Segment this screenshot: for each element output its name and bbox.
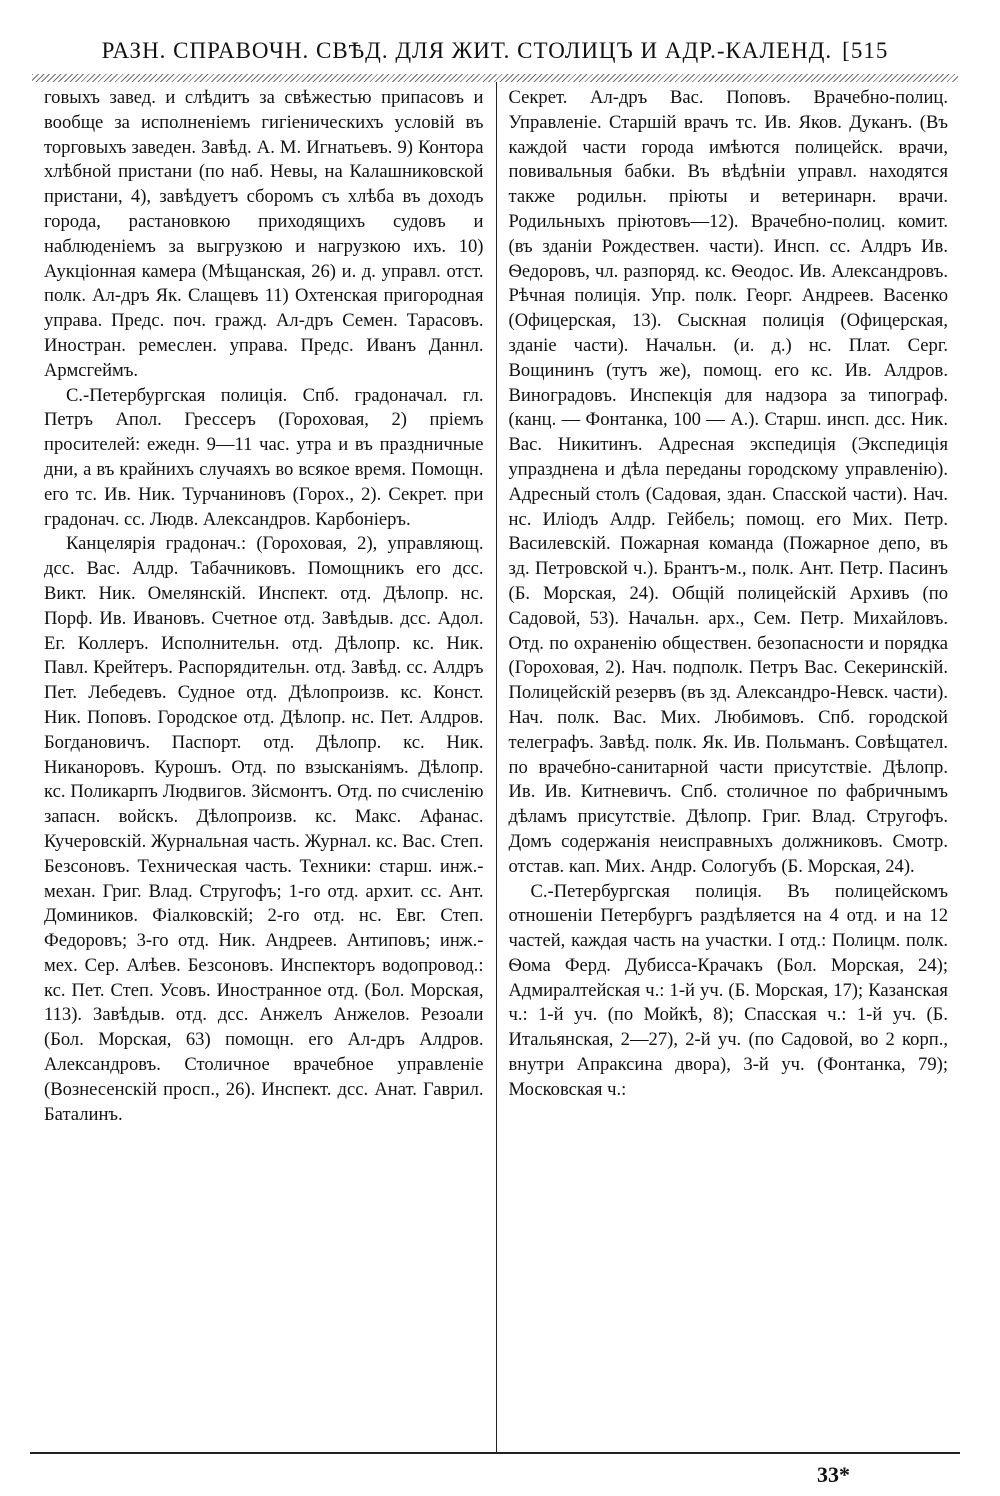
paragraph: говыхъ завед. и слѣдитъ за свѣжестью припасовъ и вообще за исполненіемъ гигіеническихъ условій въ торговыхъ заведен. Завѣд. А. М. Игнатьевъ. 9) Контора хлѣбной пристани (по наб. Невы, на Калашниковской пристани, 4), завѣдуетъ сборомъ съ хлѣба въ доходъ города, растановкою приходящихъ судовъ и наблюденіемъ за выгрузкою и нагрузкою ихъ. 10) Аукціонная камера (Мѣщанская, 26) и. д. управл. отст. полк. Ал-дръ Як. Слащевъ 11) Охтенская пригородная управа. Предс. поч. гражд. Ал-дръ Семен. Тарасовъ. Иностран. ремеслен. управа. Предс. Иванъ Даннл. Армсгеймъ. <box>44 87 484 381</box>
two-column-body <box>32 82 960 1454</box>
paragraph: Канцелярія градонач.: (Гороховая, 2), управляющ. дсс. Вас. Алдр. Табачниковъ. Помощникъ его дсс. Викт. Ник. Омелянскій. Инспект. отд. Дѣлопр. нс. Порф. Ив. Ивановъ. Счетное отд. Завѣдыв. дсс. Адол. Ег. Коллеръ. Исполнительн. отд. Дѣлопр. кс. Ник. Павл. Крейтеръ. Распорядительн. отд. Завѣд. сс. Алдръ Пет. Лебедевъ. Судное отд. Дѣлопроизв. кс. Конст. Ник. Поповъ. Городское отд. Дѣлопр. нс. Пет. Алдров. Богдановичъ. Паспорт. отд. Дѣлопр. кс. Ник. Никаноровъ. Курошъ. Отд. по взысканіямъ. Дѣлопр. кс. Поликарпъ Людвигов. Зйсмонтъ. Отд. по счисленію запасн. войскъ. Дѣлопроизв. кс. Макс. Афанас. Кучеровскій. Журнальная часть. Журнал. кс. Вас. Степ. Безсоновъ. Техническая часть. Техники: старш. инж.-механ. Григ. Влад. Стругофъ; 1-го отд. архит. сс. Ант. Домиников. Фіалковскій; 2-го отд. нс. Евг. Степ. Федоровъ; 3-го отд. Ник. Андреев. Антиповъ; инж.-мех. Сер. Алѣев. Безсоновъ. Инспекторъ водопровод.: кс. Пет. Степ. Усовъ. Иностранное отд. (Бол. Морская, 113). Завѣдыв. отд. дсс. Анжелъ Анжелов. Резоали (Бол. Морская, 63) помощн. его Ал-дръ Алдров. Александровъ. Столичное врачебное управленіе (Вознесенскій просп., 26). Инспект. дсс. Анат. Гаврил. Баталинъ. <box>44 533 484 1125</box>
paragraph: С.-Петербургская полиція. Спб. градоначал. гл. Петръ Апол. Грессеръ (Гороховая, 2) пріемъ просителей: ежедн. 9—11 час. утра и въ праздничные дни, а въ крайнихъ случаяхъ во всякое время. Помощн. его тс. Ив. Ник. Турчаниновъ (Горох., 2). Секрет. при градонач. сс. Людв. Александров. Карбоніеръ. <box>44 384 484 530</box>
footer-rule <box>30 1452 960 1454</box>
right-column <box>497 82 961 1454</box>
paragraph: Секрет. Ал-дръ Вас. Поповъ. Врачебно-полиц. Управленіе. Старшій врачъ тс. Ив. Яков. Дуканъ. (Въ каждой части города имѣются полицейск. врачи, повивальныя бабки. Въ вѣдѣніи управл. находятся также родильн. пріюты и ветеринарн. врачи. Родильныхъ пріютовъ—12). Врачебно-полиц. комит. (въ зданіи Рождествен. части). Инсп. сс. Алдръ Ив. Ѳедоровъ, чл. разпоряд. кс. Ѳеодос. Ив. Александровъ. Рѣчная полиція. Упр. полк. Георг. Андреев. Васенко (Офицерская, 13). Сыскная полиція (Офицерская, зданіе части). Начальн. (и. д.) нс. Плат. Серг. Вощининъ (тутъ же), помощ. его кс. Ив. Алдров. Виноградовъ. Инспекція для надзора за типограф. (канц. — Фонтанка, 100 — А.). Старш. инсп. дсс. Ник. Вас. Никитинъ. Адресная экспедиція (Экспедиція упразднена и дѣла переданы городскому управленію). Адресный столъ (Садовая, здан. Спасской части). Нач. нс. Иліодъ Алдр. Гейбель; помощ. его Мих. Петр. Василевскій. Пожарная команда (Пожарное депо, въ зд. Петровской ч.). Брантъ-м., полк. Ант. Петр. Пасинъ (Б. Морская, 24). Общій полицейскій Архивъ (по Садовой, 53). Начальн. арх., Сем. Петр. Михайловъ. Отд. по охраненію обществен. безопасности и порядка (Гороховая, 2). Нач. подполк. Петръ Вас. Секеринскій. Полицейскій резервъ (въ зд. Александро-Невск. части). Нач. полк. Вас. Мих. Любимовъ. Спб. городской телеграфъ. Завѣд. полк. Як. Ив. Польманъ. Совѣщател. по врачебно-санитарной части присутствіе. Дѣлопр. Ив. Ив. Китневичъ. Спб. столичное по фабричнымъ дѣламъ присутствіе. Дѣлопр. Григ. Влад. Стругофъ. Домъ содержанія неисправныхъ должниковъ. Смотр. отстав. кап. Мих. Андр. Сологубъ (Б. Морская, 24). <box>508 87 948 877</box>
signature-mark: 33* <box>817 1462 850 1487</box>
page-number: [515 <box>842 38 889 63</box>
running-title: РАЗН. СПРАВОЧН. СВѢД. ДЛЯ ЖИТ. СТОЛИЦЪ И АДР.-КАЛЕНД. <box>101 38 833 63</box>
left-column <box>32 82 496 1454</box>
paragraph: С.-Петербургская полиція. Въ полицейскомъ отношеніи Петербургъ раздѣляется на 4 отд. и на 12 частей, каждая часть на участки. I отд.: Полицм. полк. Ѳома Ферд. Дубисса-Крачакъ (Бол. Морская, 24); Адмиралтейская ч.: 1-й уч. (Б. Морская, 17); Казанская ч.: 1-й уч. (по Мойкѣ, 8); Спасская ч.: 1-й уч. (Б. Итальянская, 2—27), 2-й уч. (по Садовой, во 2 корп., внутри Апраксина двора), 3-й уч. (Фонтанка, 79); Московская ч.: <box>508 880 948 1100</box>
header-rule <box>32 74 958 82</box>
page-header <box>30 32 960 70</box>
